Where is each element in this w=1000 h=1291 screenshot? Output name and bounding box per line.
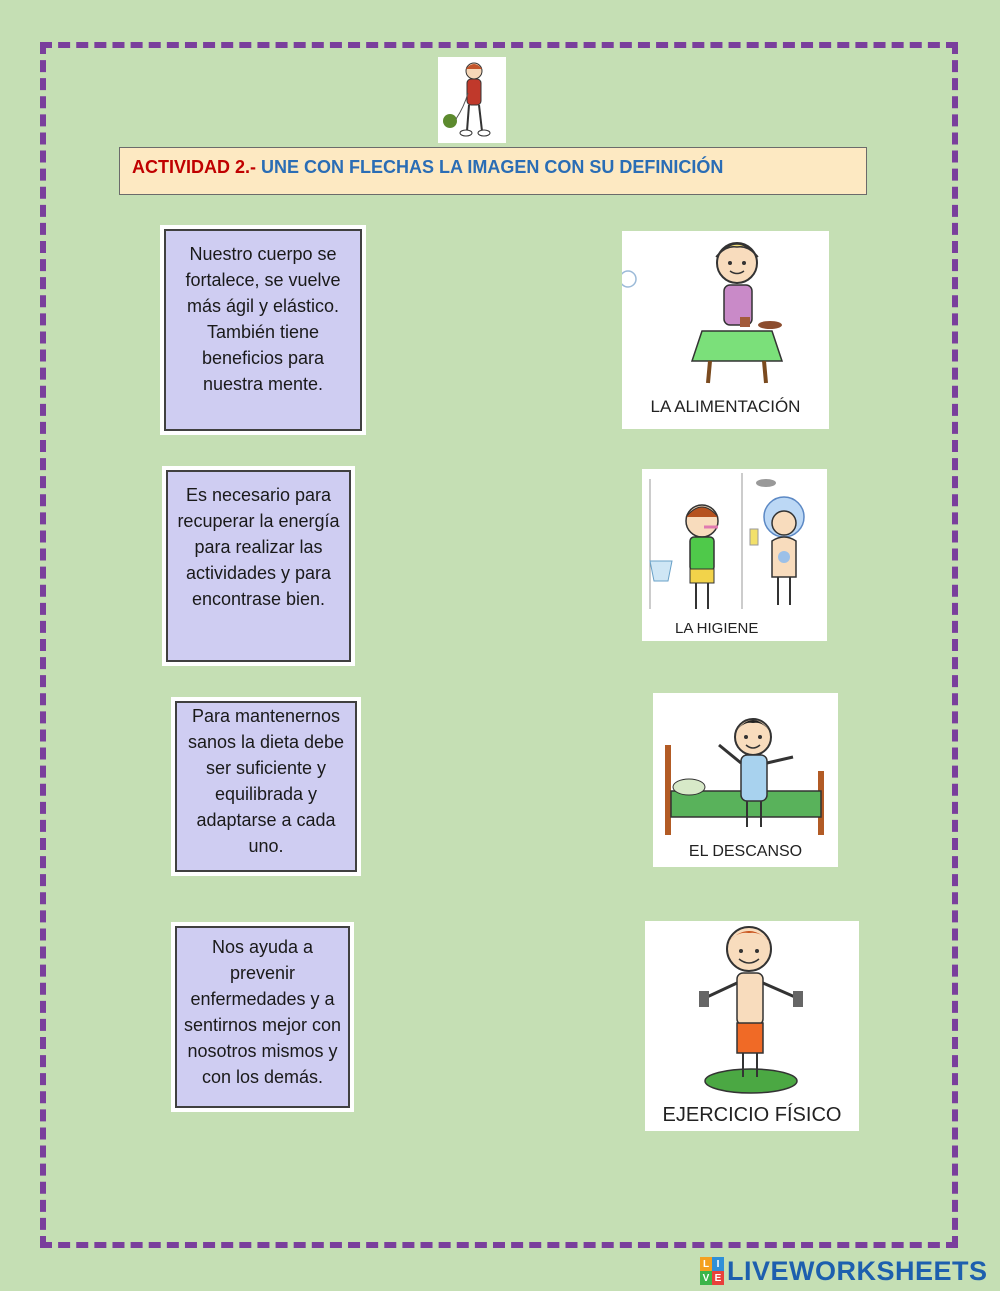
image-label-higiene: LA HIGIENE <box>675 620 759 637</box>
activity-instruction: UNE CON FLECHAS LA IMAGEN CON SU DEFINICIÓN <box>261 157 724 177</box>
image-card-higiene[interactable] <box>642 469 827 641</box>
liveworksheets-logo-icon: L I V E <box>700 1257 724 1285</box>
activity-number: ACTIVIDAD 2.- <box>132 157 257 177</box>
definition-text-2: Es necesario para recuperar la energía para realizar las actividades y para encontrase bien. <box>166 470 351 662</box>
child-waking-up-icon <box>653 693 838 867</box>
image-card-ejercicio[interactable] <box>645 921 859 1131</box>
image-label-alimentacion: LA ALIMENTACIÓN <box>650 397 801 416</box>
image-label-descanso: EL DESCANSO <box>688 843 803 860</box>
child-exercising-icon <box>645 921 859 1131</box>
definition-card-1[interactable] <box>160 225 366 435</box>
image-card-descanso[interactable] <box>653 693 838 867</box>
definition-text-3: Para mantenernos sanos la dieta debe ser suficiente y equilibrada y adaptarse a cada uno. <box>175 701 357 872</box>
image-label-ejercicio: EJERCICIO FÍSICO <box>662 1104 842 1126</box>
girl-mascot-icon <box>438 57 506 143</box>
brand-name: LIVEWORKSHEETS <box>727 1255 988 1286</box>
definition-card-2[interactable] <box>162 466 355 666</box>
definition-text-1: Nuestro cuerpo se fortalece, se vuelve más ágil y elástico. También tiene beneficios para nuestra mente. <box>164 229 362 431</box>
definition-text-4: Nos ayuda a prevenir enfermedades y a sentirnos mejor con nosotros mismos y con los demás. <box>175 926 350 1108</box>
activity-title <box>119 147 867 195</box>
definition-card-3[interactable] <box>171 697 361 876</box>
child-washing-icon <box>642 469 827 641</box>
image-card-alimentacion[interactable] <box>622 231 829 429</box>
definition-card-4[interactable] <box>171 922 354 1112</box>
liveworksheets-logo[interactable] <box>700 1254 988 1288</box>
